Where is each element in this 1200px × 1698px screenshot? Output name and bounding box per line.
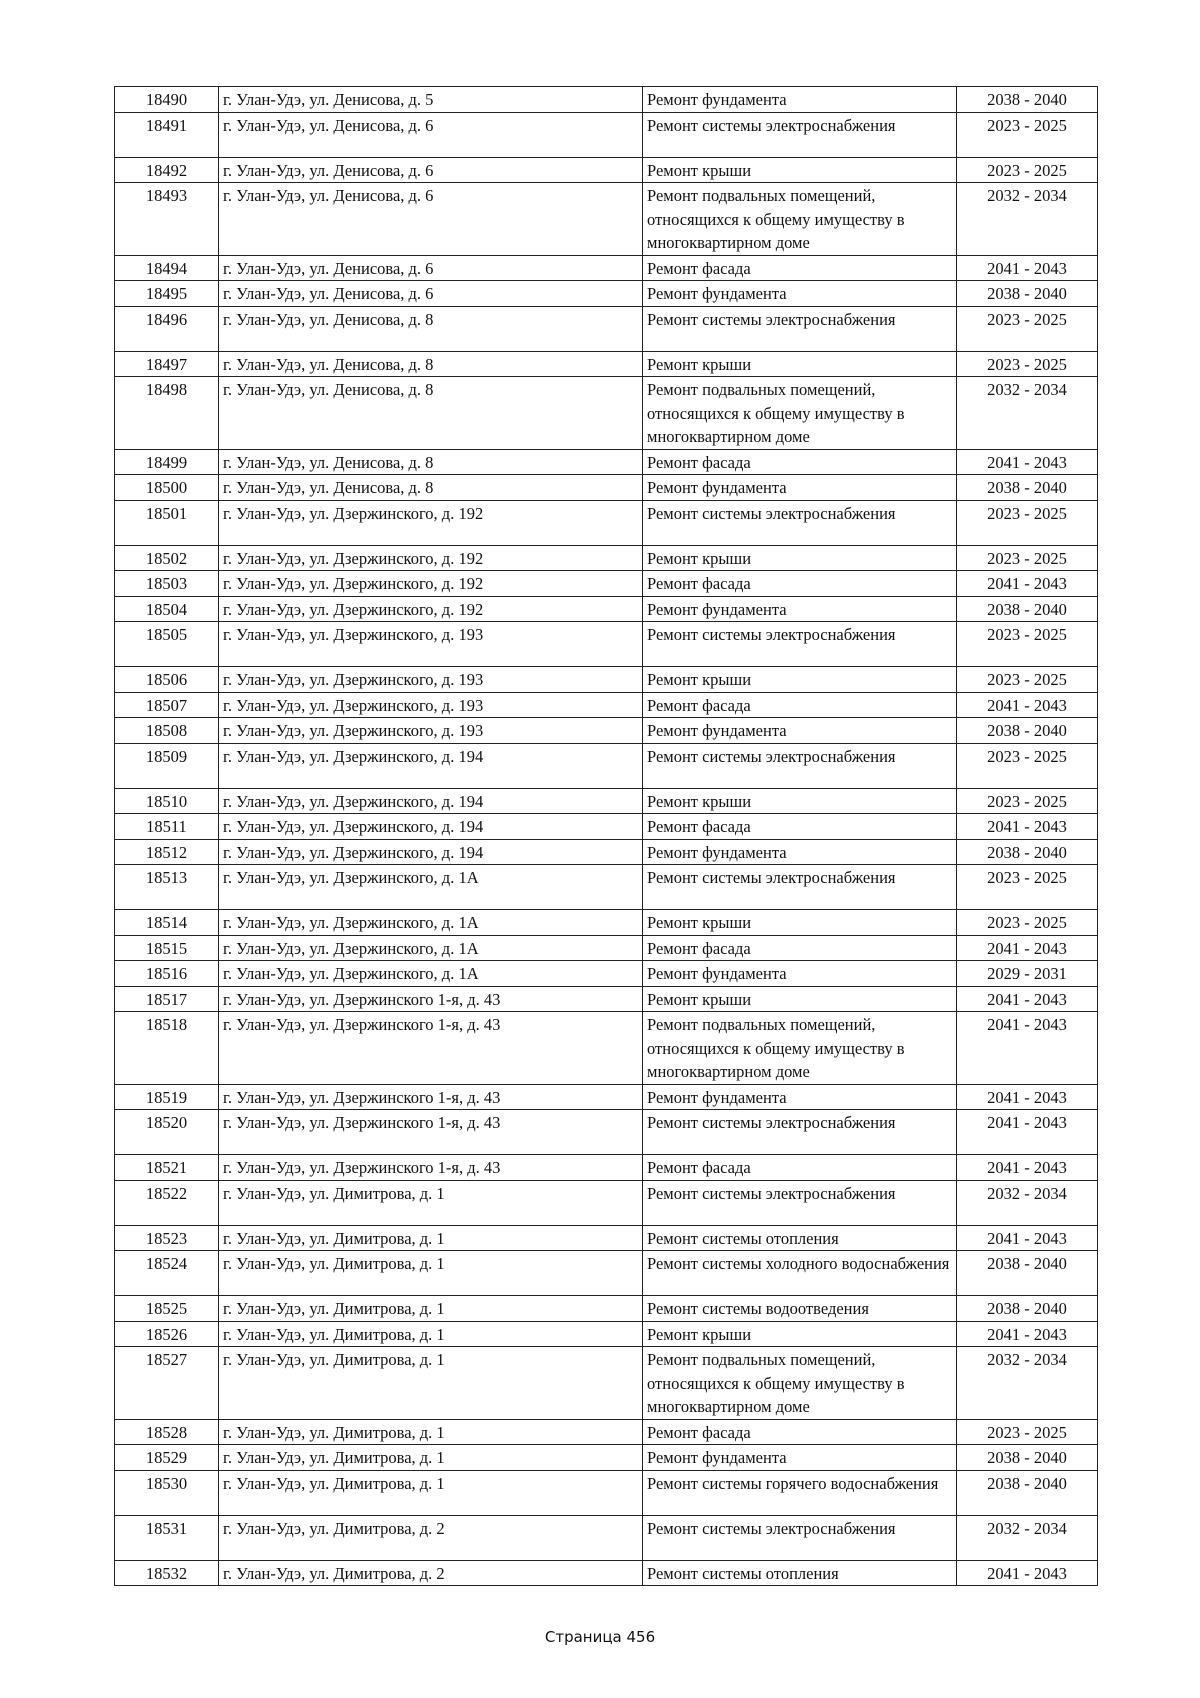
table-row [115,183,1098,256]
row-years: 2041 - 2043 [957,986,1098,1012]
row-years: 2038 - 2040 [957,281,1098,307]
row-years: 2032 - 2034 [957,1515,1098,1560]
row-number: 18524 [115,1251,219,1296]
table-row [115,961,1098,987]
row-years: 2023 - 2025 [957,351,1098,377]
table-row [115,596,1098,622]
row-work-type: Ремонт системы электроснабжения [643,865,957,910]
row-address: г. Улан-Удэ, ул. Дзержинского, д. 193 [219,692,643,718]
row-address: г. Улан-Удэ, ул. Денисова, д. 6 [219,157,643,183]
row-years: 2041 - 2043 [957,571,1098,597]
row-years: 2023 - 2025 [957,306,1098,351]
row-work-type: Ремонт фасада [643,255,957,281]
row-years: 2041 - 2043 [957,1155,1098,1181]
row-work-type: Ремонт фундамента [643,1445,957,1471]
row-work-type: Ремонт системы отопления [643,1560,957,1586]
table-row [115,910,1098,936]
row-years: 2038 - 2040 [957,839,1098,865]
row-number: 18492 [115,157,219,183]
row-work-type: Ремонт подвальных помещений, относящихся к общему имуществу в многоквартирном доме [643,377,957,450]
row-years: 2023 - 2025 [957,112,1098,157]
row-work-type: Ремонт крыши [643,986,957,1012]
row-number: 18516 [115,961,219,987]
table-row [115,718,1098,744]
row-number: 18505 [115,622,219,667]
row-address: г. Улан-Удэ, ул. Димитрова, д. 1 [219,1225,643,1251]
row-years: 2041 - 2043 [957,814,1098,840]
row-years: 2023 - 2025 [957,667,1098,693]
row-number: 18523 [115,1225,219,1251]
row-number: 18511 [115,814,219,840]
row-address: г. Улан-Удэ, ул. Димитрова, д. 1 [219,1251,643,1296]
row-address: г. Улан-Удэ, ул. Дзержинского, д. 194 [219,814,643,840]
row-number: 18502 [115,545,219,571]
row-address: г. Улан-Удэ, ул. Дзержинского, д. 193 [219,718,643,744]
table-row [115,571,1098,597]
table-body [115,87,1098,1586]
row-work-type: Ремонт системы электроснабжения [643,1515,957,1560]
row-years: 2041 - 2043 [957,692,1098,718]
row-years: 2023 - 2025 [957,865,1098,910]
row-address: г. Улан-Удэ, ул. Дзержинского, д. 194 [219,743,643,788]
table-row [115,667,1098,693]
row-address: г. Улан-Удэ, ул. Дзержинского 1-я, д. 43 [219,1155,643,1181]
row-address: г. Улан-Удэ, ул. Димитрова, д. 1 [219,1347,643,1420]
row-address: г. Улан-Удэ, ул. Денисова, д. 6 [219,112,643,157]
row-work-type: Ремонт фундамента [643,839,957,865]
row-years: 2038 - 2040 [957,1470,1098,1515]
row-years: 2029 - 2031 [957,961,1098,987]
row-address: г. Улан-Удэ, ул. Димитрова, д. 1 [219,1419,643,1445]
table-row [115,475,1098,501]
row-number: 18529 [115,1445,219,1471]
row-number: 18498 [115,377,219,450]
row-work-type: Ремонт системы холодного водоснабжения [643,1251,957,1296]
row-address: г. Улан-Удэ, ул. Дзержинского, д. 1А [219,935,643,961]
page-number: Страница 456 [544,1628,656,1646]
row-work-type: Ремонт системы электроснабжения [643,500,957,545]
row-work-type: Ремонт крыши [643,910,957,936]
row-years: 2041 - 2043 [957,935,1098,961]
row-address: г. Улан-Удэ, ул. Дзержинского, д. 1А [219,865,643,910]
row-years: 2023 - 2025 [957,157,1098,183]
row-years: 2041 - 2043 [957,255,1098,281]
row-work-type: Ремонт системы водоотведения [643,1296,957,1322]
row-work-type: Ремонт фундамента [643,596,957,622]
row-years: 2032 - 2034 [957,183,1098,256]
table-row [115,743,1098,788]
table-row [115,935,1098,961]
table-row [115,306,1098,351]
row-number: 18518 [115,1012,219,1085]
row-years: 2041 - 2043 [957,1084,1098,1110]
row-work-type: Ремонт подвальных помещений, относящихся к общему имуществу в многоквартирном доме [643,1347,957,1420]
row-work-type: Ремонт системы электроснабжения [643,1110,957,1155]
table-row [115,1445,1098,1471]
row-address: г. Улан-Удэ, ул. Дзержинского, д. 192 [219,596,643,622]
row-number: 18532 [115,1560,219,1586]
table-row [115,1251,1098,1296]
row-number: 18499 [115,449,219,475]
row-years: 2041 - 2043 [957,1110,1098,1155]
row-number: 18494 [115,255,219,281]
row-work-type: Ремонт крыши [643,157,957,183]
row-work-type: Ремонт фасада [643,1155,957,1181]
row-years: 2038 - 2040 [957,1445,1098,1471]
row-number: 18514 [115,910,219,936]
table-row [115,1347,1098,1420]
row-work-type: Ремонт системы электроснабжения [643,306,957,351]
row-years: 2023 - 2025 [957,545,1098,571]
row-number: 18528 [115,1419,219,1445]
row-years: 2023 - 2025 [957,743,1098,788]
row-work-type: Ремонт системы электроснабжения [643,743,957,788]
row-number: 18495 [115,281,219,307]
row-number: 18522 [115,1180,219,1225]
row-years: 2041 - 2043 [957,1012,1098,1085]
table-row [115,1419,1098,1445]
row-number: 18526 [115,1321,219,1347]
row-address: г. Улан-Удэ, ул. Димитрова, д. 1 [219,1321,643,1347]
row-number: 18490 [115,87,219,113]
row-number: 18496 [115,306,219,351]
row-number: 18507 [115,692,219,718]
row-years: 2023 - 2025 [957,1419,1098,1445]
row-address: г. Улан-Удэ, ул. Денисова, д. 6 [219,255,643,281]
row-years: 2023 - 2025 [957,910,1098,936]
row-number: 18493 [115,183,219,256]
row-address: г. Улан-Удэ, ул. Димитрова, д. 1 [219,1296,643,1322]
row-work-type: Ремонт фасада [643,571,957,597]
table-row [115,1180,1098,1225]
row-work-type: Ремонт фундамента [643,281,957,307]
row-work-type: Ремонт фундамента [643,475,957,501]
row-number: 18525 [115,1296,219,1322]
row-address: г. Улан-Удэ, ул. Дзержинского, д. 193 [219,622,643,667]
row-work-type: Ремонт подвальных помещений, относящихся к общему имуществу в многоквартирном доме [643,183,957,256]
row-years: 2023 - 2025 [957,500,1098,545]
table-row [115,814,1098,840]
row-address: г. Улан-Удэ, ул. Дзержинского 1-я, д. 43 [219,986,643,1012]
row-address: г. Улан-Удэ, ул. Дзержинского, д. 1А [219,910,643,936]
row-address: г. Улан-Удэ, ул. Дзержинского 1-я, д. 43 [219,1084,643,1110]
row-address: г. Улан-Удэ, ул. Денисова, д. 8 [219,475,643,501]
row-address: г. Улан-Удэ, ул. Денисова, д. 6 [219,183,643,256]
row-work-type: Ремонт фундамента [643,718,957,744]
table-row [115,255,1098,281]
row-address: г. Улан-Удэ, ул. Денисова, д. 8 [219,306,643,351]
row-work-type: Ремонт системы электроснабжения [643,622,957,667]
row-address: г. Улан-Удэ, ул. Дзержинского, д. 193 [219,667,643,693]
row-address: г. Улан-Удэ, ул. Димитрова, д. 1 [219,1180,643,1225]
row-work-type: Ремонт крыши [643,545,957,571]
row-address: г. Улан-Удэ, ул. Дзержинского 1-я, д. 43 [219,1012,643,1085]
row-work-type: Ремонт крыши [643,1321,957,1347]
row-work-type: Ремонт системы отопления [643,1225,957,1251]
table-row [115,1155,1098,1181]
row-number: 18517 [115,986,219,1012]
row-years: 2038 - 2040 [957,475,1098,501]
row-years: 2032 - 2034 [957,1180,1098,1225]
table-row [115,839,1098,865]
table-row [115,377,1098,450]
row-years: 2032 - 2034 [957,377,1098,450]
row-address: г. Улан-Удэ, ул. Денисова, д. 5 [219,87,643,113]
row-address: г. Улан-Удэ, ул. Дзержинского 1-я, д. 43 [219,1110,643,1155]
row-number: 18503 [115,571,219,597]
table-row [115,1225,1098,1251]
row-address: г. Улан-Удэ, ул. Денисова, д. 8 [219,351,643,377]
row-years: 2041 - 2043 [957,449,1098,475]
row-work-type: Ремонт фундамента [643,1084,957,1110]
row-years: 2038 - 2040 [957,596,1098,622]
row-work-type: Ремонт подвальных помещений, относящихся к общему имуществу в многоквартирном доме [643,1012,957,1085]
table-row [115,1296,1098,1322]
row-work-type: Ремонт системы горячего водоснабжения [643,1470,957,1515]
row-years: 2041 - 2043 [957,1225,1098,1251]
table-row [115,788,1098,814]
row-work-type: Ремонт крыши [643,788,957,814]
table-row [115,986,1098,1012]
table-row [115,1084,1098,1110]
row-work-type: Ремонт фасада [643,692,957,718]
table-row [115,692,1098,718]
row-years: 2038 - 2040 [957,1251,1098,1296]
row-address: г. Улан-Удэ, ул. Дзержинского, д. 192 [219,545,643,571]
row-years: 2041 - 2043 [957,1321,1098,1347]
row-number: 18512 [115,839,219,865]
row-address: г. Улан-Удэ, ул. Дзержинского, д. 194 [219,839,643,865]
row-number: 18497 [115,351,219,377]
row-work-type: Ремонт системы электроснабжения [643,1180,957,1225]
row-work-type: Ремонт крыши [643,351,957,377]
row-years: 2023 - 2025 [957,622,1098,667]
row-work-type: Ремонт фундамента [643,961,957,987]
row-address: г. Улан-Удэ, ул. Денисова, д. 8 [219,449,643,475]
table-row [115,622,1098,667]
row-address: г. Улан-Удэ, ул. Дзержинского, д. 194 [219,788,643,814]
row-years: 2041 - 2043 [957,1560,1098,1586]
row-address: г. Улан-Удэ, ул. Дзержинского, д. 192 [219,571,643,597]
row-number: 18509 [115,743,219,788]
table-row [115,157,1098,183]
row-work-type: Ремонт фасада [643,1419,957,1445]
row-number: 18521 [115,1155,219,1181]
row-number: 18491 [115,112,219,157]
row-work-type: Ремонт фасада [643,449,957,475]
row-address: г. Улан-Удэ, ул. Денисова, д. 8 [219,377,643,450]
row-number: 18506 [115,667,219,693]
row-work-type: Ремонт фасада [643,935,957,961]
table-row [115,112,1098,157]
row-address: г. Улан-Удэ, ул. Димитрова, д. 2 [219,1515,643,1560]
table-row [115,1560,1098,1586]
row-years: 2038 - 2040 [957,87,1098,113]
table-row [115,1470,1098,1515]
table-row [115,545,1098,571]
row-work-type: Ремонт фундамента [643,87,957,113]
row-address: г. Улан-Удэ, ул. Дзержинского, д. 1А [219,961,643,987]
table-row [115,500,1098,545]
table-row [115,87,1098,113]
row-number: 18508 [115,718,219,744]
row-number: 18513 [115,865,219,910]
table-row [115,1012,1098,1085]
row-number: 18530 [115,1470,219,1515]
row-years: 2023 - 2025 [957,788,1098,814]
row-work-type: Ремонт фасада [643,814,957,840]
table-row [115,1321,1098,1347]
row-number: 18519 [115,1084,219,1110]
table-row [115,1110,1098,1155]
table-row [115,1515,1098,1560]
row-number: 18510 [115,788,219,814]
row-number: 18504 [115,596,219,622]
row-number: 18500 [115,475,219,501]
table-row [115,449,1098,475]
row-work-type: Ремонт крыши [643,667,957,693]
row-years: 2032 - 2034 [957,1347,1098,1420]
row-number: 18520 [115,1110,219,1155]
row-years: 2038 - 2040 [957,1296,1098,1322]
row-address: г. Улан-Удэ, ул. Димитрова, д. 1 [219,1470,643,1515]
row-address: г. Улан-Удэ, ул. Димитрова, д. 1 [219,1445,643,1471]
table-row [115,351,1098,377]
row-address: г. Улан-Удэ, ул. Дзержинского, д. 192 [219,500,643,545]
row-address: г. Улан-Удэ, ул. Димитрова, д. 2 [219,1560,643,1586]
row-number: 18531 [115,1515,219,1560]
row-number: 18515 [115,935,219,961]
row-address: г. Улан-Удэ, ул. Денисова, д. 6 [219,281,643,307]
row-number: 18501 [115,500,219,545]
row-years: 2038 - 2040 [957,718,1098,744]
row-number: 18527 [115,1347,219,1420]
table-row [115,865,1098,910]
row-work-type: Ремонт системы электроснабжения [643,112,957,157]
repair-schedule-table [114,86,1098,1586]
table-row [115,281,1098,307]
